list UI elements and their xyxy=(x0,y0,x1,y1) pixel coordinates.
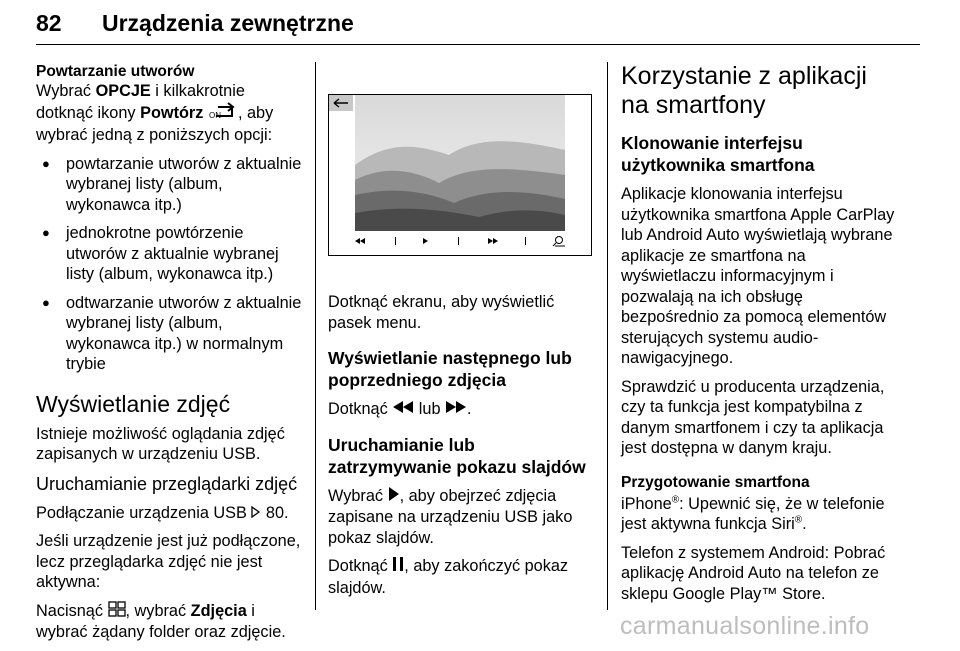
home-grid-icon xyxy=(108,601,126,623)
photos-heading: Wyświetlanie zdjęć xyxy=(36,390,231,417)
tap-text: Dotknąć ekranu, aby wyświetlić pasek menu. xyxy=(328,293,555,332)
text: , wybrać xyxy=(125,602,191,620)
list-item: ● odtwarzanie utworów z aktualnie wybranej listy (album, wykonawca itp.) w normalnym trybie xyxy=(36,293,304,375)
text: Podłączanie urządzenia USB xyxy=(36,503,252,522)
text: , aby zakończyć pokaz slajdów. xyxy=(328,557,569,597)
android-text: Telefon z systemem Android: Pobrać aplikację Android Auto na telefon ze sklepu Google Play™ Store. xyxy=(621,543,886,603)
list-item: ● powtarzanie utworów z aktualnie wybranej listy (album, wykonawca itp.) xyxy=(36,154,304,216)
repeat-heading: Powtarzanie utworów xyxy=(36,63,195,80)
text: Wybrać xyxy=(36,82,96,100)
page-number: 82 xyxy=(36,10,62,36)
photos-label: Zdjęcia xyxy=(190,602,247,620)
text: i wybrać żądany folder oraz zdjęcie. xyxy=(36,602,286,642)
next-text xyxy=(328,399,596,420)
clone-heading: Klonowanie interfejsu użytkownika smartfona xyxy=(621,133,815,175)
text: 80. xyxy=(261,503,289,522)
repeat-label: Powtórz xyxy=(140,103,204,122)
previous-icon[interactable] xyxy=(392,399,414,420)
slideshow-text xyxy=(328,486,596,549)
text: Dotknąć xyxy=(328,557,393,576)
next-heading: Wyświetlanie następnego lub poprzedniego zdjęcia xyxy=(328,348,572,390)
text: : Upewnić się, że w telefonie jest aktywna funkcja Siri xyxy=(621,494,885,533)
registered-mark: ® xyxy=(671,494,680,506)
text: , aby obejrzeć zdjęcia zapisane na urządzeniu USB jako pokaz slajdów. xyxy=(328,487,573,547)
stop-text xyxy=(328,556,596,598)
prep-heading: Przygotowanie smartfona xyxy=(621,473,810,491)
photos-text: Istnieje możliwość oglądania zdjęć zapisanych w urządzeniu USB. xyxy=(36,424,285,463)
photo-viewer-illustration xyxy=(328,94,592,256)
column-3 xyxy=(621,62,896,612)
slideshow-heading: Uruchamianie lub zatrzymywanie pokazu slajdów xyxy=(328,434,586,477)
main-heading: Korzystanie z aplikacji na smartfony xyxy=(621,62,867,119)
column-divider-1 xyxy=(315,62,316,610)
check-text: Sprawdzić u producenta urządzenia, czy ta funkcja jest kompatybilna z danym smartfonem i czy ta aplikacja jest dostępna w danym kraju. xyxy=(621,377,885,457)
column-divider-2 xyxy=(607,62,608,610)
list-item: ● jednokrotne powtórzenie utworów z aktualnie wybranej listy (album, wykonawca itp.) xyxy=(36,223,304,285)
page-header xyxy=(36,4,920,45)
clone-text: Aplikacje klonowania interfejsu użytkownika smartfona Apple CarPlay lub Android Auto wyświetlają wybrane aplikacje ze smartfona na wyświetlaczu informacyjnym i pozwalają na ich obsługę bezpośrednio za pomocą elementów sterujących systemu audio-nawigacyjnego. xyxy=(621,185,895,367)
registered-mark: ® xyxy=(794,514,803,526)
column-1 xyxy=(36,62,304,651)
page-title: Urządzenia zewnętrzne xyxy=(102,10,354,36)
watermark: carmanualsonline.info xyxy=(620,612,870,640)
repeat-options-list xyxy=(36,154,304,375)
browser-heading: Uruchamianie przeglądarki zdjęć xyxy=(36,473,298,494)
iphone-text xyxy=(621,494,896,535)
press-text xyxy=(36,601,304,643)
text: . xyxy=(467,400,472,418)
text: Wybrać xyxy=(328,487,388,505)
text: iPhone xyxy=(621,494,672,513)
text: i kilkakrotnie dotknąć ikony xyxy=(36,82,245,122)
already-text: Jeśli urządzenie jest już podłączone, lecz przeglądarka zdjęć nie jest aktywna: xyxy=(36,532,301,592)
pause-icon[interactable] xyxy=(392,556,404,578)
play-icon[interactable] xyxy=(388,486,400,508)
text: Nacisnąć xyxy=(36,602,108,620)
column-2 xyxy=(328,292,596,606)
next-icon[interactable] xyxy=(445,399,467,420)
svg-text:ON: ON xyxy=(208,110,221,120)
repeat-icon xyxy=(208,102,238,126)
page-reference-icon xyxy=(251,503,261,524)
text: lub xyxy=(414,400,446,418)
text: Dotknąć xyxy=(328,400,393,418)
connect-text xyxy=(36,503,304,524)
repeat-intro xyxy=(36,81,304,146)
options-label: OPCJE xyxy=(95,82,151,100)
text: . xyxy=(802,515,807,533)
text: , aby wybrać jedną z poniższych opcji: xyxy=(36,103,274,144)
